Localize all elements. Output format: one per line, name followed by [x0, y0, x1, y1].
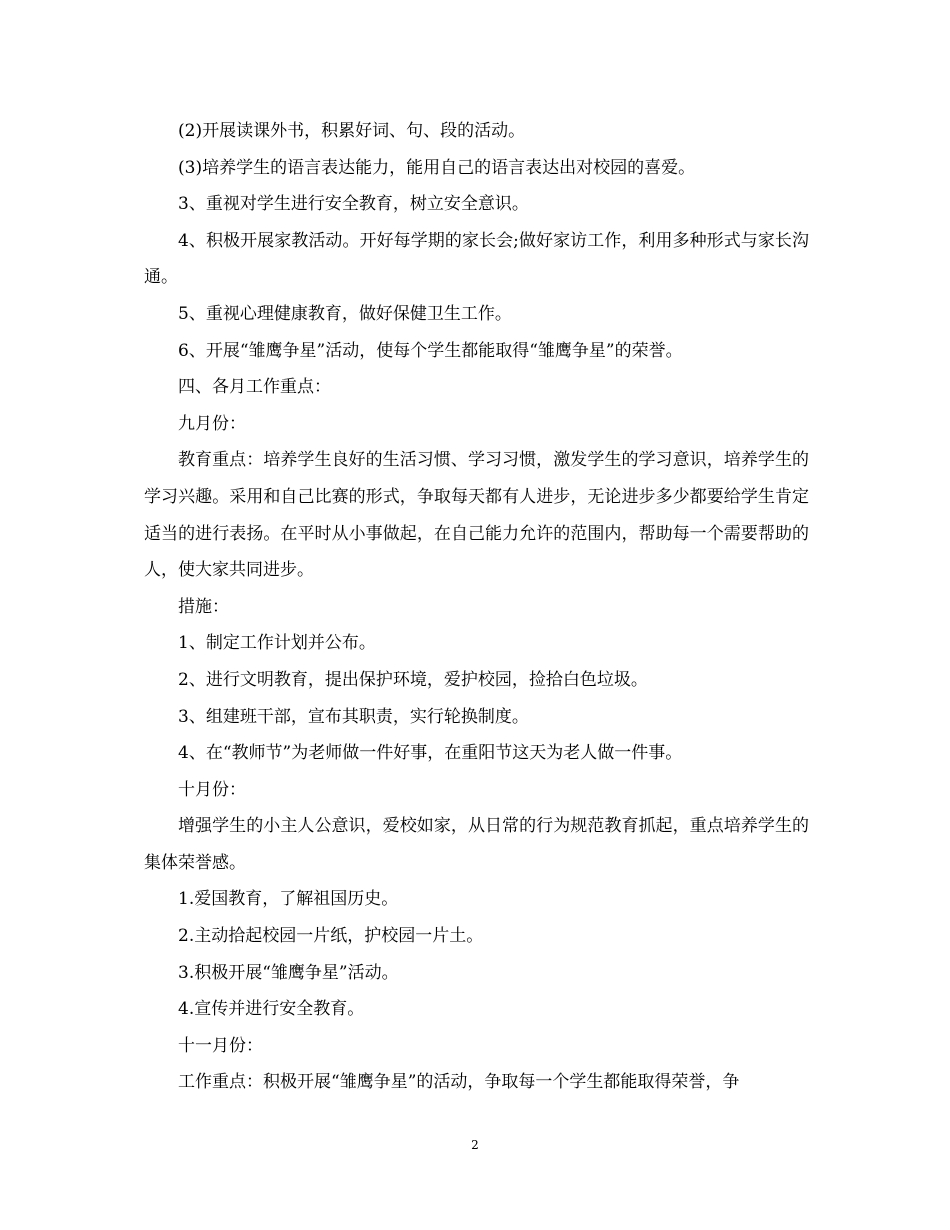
paragraph: 4、积极开展家教活动。开好每学期的家长会;做好家访工作，利用多种形式与家长沟通。: [144, 230, 809, 288]
list-item: 1.爱国教育，了解祖国历史。: [178, 889, 399, 910]
body-text: [144, 113, 809, 1101]
paragraph: 增强学生的小主人公意识，爱校如家，从日常的行为规范教育抓起，重点培养学生的集体荣誉感。: [144, 816, 809, 873]
month-heading: 九月份：: [178, 413, 246, 434]
paragraph: 5、重视心理健康教育，做好保健卫生工作。: [178, 303, 512, 324]
list-item: 3、组建班干部，宣布其职责，实行轮换制度。: [178, 706, 529, 727]
paragraph: 工作重点：积极开展“雏鹰争星”的活动，争取每一个学生都能取得荣誉，争: [178, 1072, 740, 1093]
section-heading: 四、各月工作重点：: [178, 377, 331, 398]
paragraph: 6、开展“雏鹰争星”活动，使每个学生都能取得“雏鹰争星”的荣誉。: [178, 340, 683, 361]
paragraph: 3、重视对学生进行安全教育，树立安全意识。: [178, 194, 529, 215]
paragraph: (3)培养学生的语言表达能力，能用自己的语言表达出对校园的喜爱。: [178, 157, 696, 178]
page-number: 2: [471, 1138, 479, 1152]
subheading: 措施：: [178, 596, 229, 617]
paragraph: (2)开展读课外书，积累好词、句、段的活动。: [178, 121, 526, 141]
list-item: 2.主动拾起校园一片纸，护校园一片土。: [178, 926, 484, 947]
list-item: 4.宣传并进行安全教育。: [178, 999, 365, 1020]
list-item: 1、制定工作计划并公布。: [178, 633, 376, 654]
month-heading: 十一月份：: [178, 1035, 263, 1056]
list-item: 2、进行文明教育，提出保护环境，爱护校园，捡拾白色垃圾。: [178, 669, 648, 690]
month-heading: 十月份：: [178, 779, 246, 800]
list-item: 4、在“教师节”为老师做一件好事，在重阳节这天为老人做一件事。: [178, 743, 683, 764]
list-item: 3.积极开展“雏鹰争星”活动。: [178, 962, 399, 983]
paragraph: 教育重点：培养学生良好的生活习惯、学习习惯，激发学生的学习意识，培养学生的学习兴趣。采用和自己比赛的形式，争取每天都有人进步，无论进步多少都要给学生肯定适当的进行表扬。在平时从小事做起，在自己能力允许的范围内，帮助每一个需要帮助的人，使大家共同进步。: [144, 450, 809, 581]
